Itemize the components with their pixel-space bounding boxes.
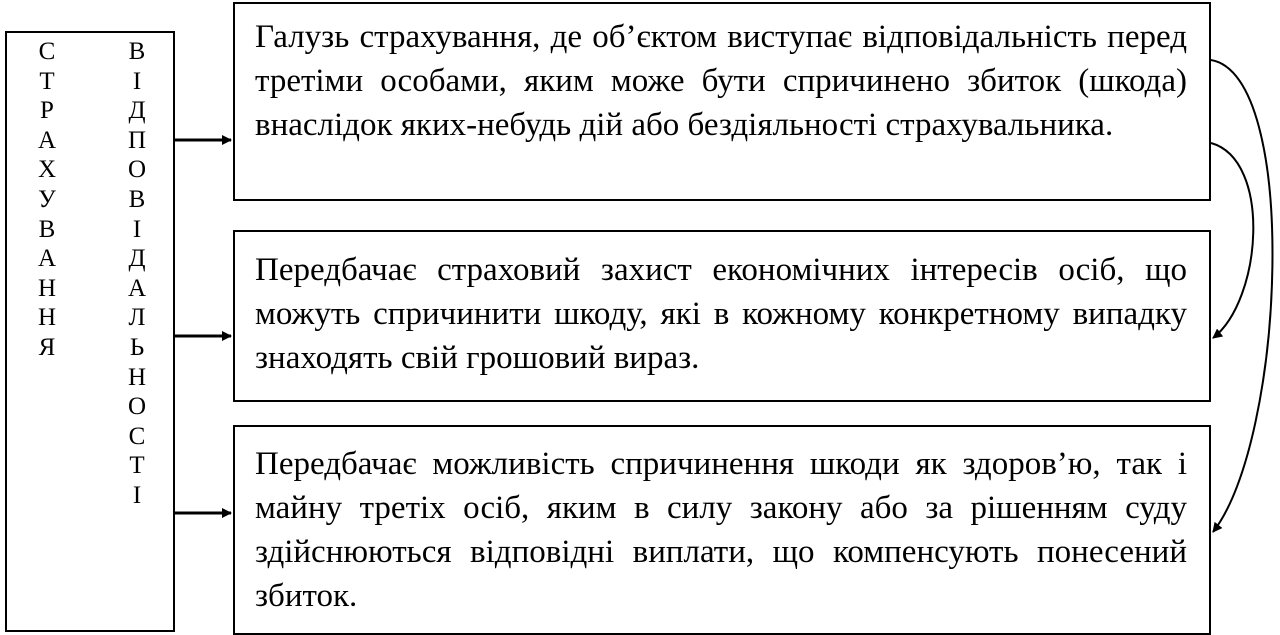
- title-letter: А: [127, 274, 147, 302]
- title-letter: С: [38, 38, 56, 65]
- title-letter: В: [128, 38, 146, 65]
- title-letter: І: [132, 67, 142, 95]
- curve-arrow-to-box-2: [1211, 143, 1253, 338]
- title-letter: Н: [37, 304, 57, 332]
- title-letter: У: [38, 185, 56, 213]
- title-letter: Ь: [129, 333, 145, 361]
- title-letter: Н: [37, 274, 57, 302]
- title-letter: С: [128, 422, 146, 450]
- title-letter: Р: [40, 97, 54, 125]
- title-letter: І: [132, 481, 142, 509]
- title-letter: А: [37, 126, 57, 154]
- title-letter: Т: [39, 67, 55, 95]
- definition-text-2: Передбачає страховий захист економічних інтересів осіб, що можуть спричинити шкоду, які в кожному конкретному випадку знаходять свій грошовий вираз.: [255, 252, 1187, 376]
- title-letter: В: [38, 215, 56, 243]
- title-letter: Д: [128, 97, 146, 125]
- title-letter: Х: [37, 156, 57, 184]
- definition-text-3: Передбачає можливість спричинення шкоди як здоров’ю, так і майну третіх осіб, яким в силу закону або за рішенням суду здійснюються відповідні виплати, що компенсують понесений збиток.: [255, 446, 1187, 614]
- title-letter: О: [127, 393, 147, 421]
- title-letter: Т: [129, 452, 145, 480]
- definition-text-1: Галузь страхування, де об’єктом виступає відповідальність перед третіми особами, яким може бути спричинено збиток (шкода) внаслідок яких-небудь дій або бездіяльності страхувальника.: [255, 19, 1187, 143]
- title-letter: В: [128, 185, 146, 213]
- title-letter: І: [132, 215, 142, 243]
- title-letter: О: [127, 156, 147, 184]
- title-letter: Я: [38, 333, 56, 361]
- title-letter: П: [127, 126, 147, 154]
- title-letter: Д: [128, 245, 146, 273]
- title-letter: А: [37, 245, 57, 273]
- title-letter: Н: [127, 363, 147, 391]
- title-letter: Л: [128, 304, 146, 332]
